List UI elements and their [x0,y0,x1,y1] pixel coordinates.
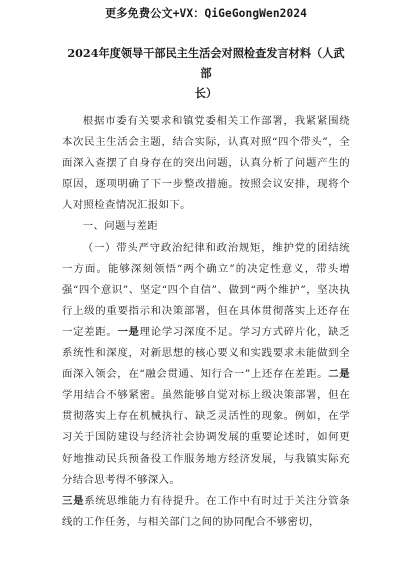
point-3-paragraph [62,491,350,533]
document-title [62,43,350,103]
problem-paragraph-text: （一）带头严守政治纪律和政治规矩，维护党的团结统一方面。能够深刻领悟“两个确立”的决定性意义，带头增强“四个意识”、坚定“四个自信”、做到“两个维护”，坚决执行上级的重要指示和决策部署，但在具体贯彻落实上还存在一定差距。 [62,241,350,338]
watermark-header: 更多免费公文+VX：QiGeGongWen2024 [104,7,308,20]
point-text-1: 理论学习深度不足。学习方式碎片化，缺乏系统性和深度，对新思想的核心要义和实践要求未能做到全面深入领会，在“融会贯通、知行合一”上还存在差距。 [62,325,350,381]
intro-paragraph: 根据市委有关要求和镇党委相关工作部署，我紧紧围绕本次民主生活会主题，结合实际，认真对照“四个带头”，全面深入查摆了自身存在的突出问题，认真分析了问题产生的原因，逐项明确了下一步整改措施。按照会议安排，现将个人对照检查情况汇报如下。 [62,115,350,212]
problem-paragraph [62,238,350,491]
point-lead-2: 二是 [328,368,350,381]
point-lead-3: 三是 [62,494,85,507]
document-title-line2: 长） [194,86,218,100]
point-text-3: 系统思维能力有待提升。在工作中有时过于关注分管条线的工作任务，与相关部门之间的协同配合不够密切， [62,494,350,528]
point-lead-1: 一是 [117,325,140,338]
document-title-line1: 2024年度领导干部民主生活会对照检查发言材料（人武部 [67,46,345,80]
point-text-2: 学用结合不够紧密。虽然能够自觉对标上级决策部署，但在贯彻落实上存在机械执行、缺乏灵活性的现象。例如，在学习关于国防建设与经济社会协调发展的重要论述时，如何更好地推动民兵预备役工作服务地方经济发展，与我镇实际充分结合思考得不够深入。 [62,389,350,486]
section-heading: 一、问题与差距 [82,220,158,233]
